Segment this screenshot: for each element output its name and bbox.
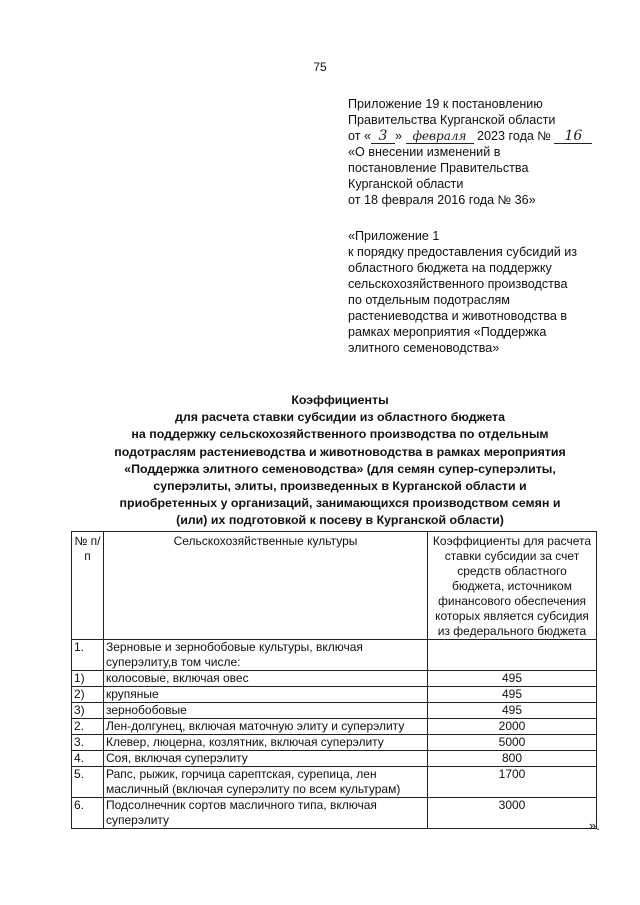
table-row — [72, 703, 597, 719]
appendix-header-line: «О внесении изменений в — [348, 145, 501, 159]
table-row — [72, 671, 597, 687]
row-crop: Зерновые и зернобобовые культуры, включая суперэлиту,в том числе: — [104, 640, 428, 671]
table-row — [72, 767, 597, 798]
row-coefficient: 2000 — [428, 719, 597, 735]
appendix-sub-line: по отдельным подотраслям — [348, 293, 510, 307]
title-line: для расчета ставки субсидии из областного бюджета — [175, 410, 505, 425]
row-crop: колосовые, включая овес — [104, 671, 428, 687]
table-header-row — [72, 532, 597, 640]
date-year: 2023 года № — [477, 129, 551, 143]
appendix-sub-line: к порядку предоставления субсидий из — [348, 245, 578, 259]
title-line: (или) их подготовкой к посеву в Курганской области) — [176, 513, 504, 528]
appendix-header-line: Правительства Курганской области — [348, 113, 556, 127]
row-num: 5. — [72, 767, 104, 798]
appendix-header — [348, 96, 610, 208]
row-coefficient: 5000 — [428, 735, 597, 751]
date-prefix: от « — [348, 129, 371, 143]
title-line: суперэлиты, элиты, произведенных в Курганской области и — [153, 479, 527, 494]
row-num: 2. — [72, 719, 104, 735]
row-crop: Клевер, люцерна, козлятник, включая суперэлиту — [104, 735, 428, 751]
header-num: № п/п — [72, 532, 104, 640]
row-coefficient: 3000 — [428, 798, 597, 829]
appendix-header-line: Приложение 19 к постановлению — [348, 97, 543, 111]
closing-quote-mark: ». — [589, 818, 600, 833]
appendix-sub-line: растениеводства и животноводства в — [348, 309, 568, 323]
row-crop: крупяные — [104, 687, 428, 703]
row-crop: Соя, включая суперэлиту — [104, 751, 428, 767]
appendix-sub-line: областного бюджета на поддержку — [348, 261, 552, 275]
table-row — [72, 640, 597, 671]
appendix-sub-line: сельскохозяйственного производства — [348, 277, 568, 291]
table-row — [72, 798, 597, 829]
title-line: Коэффициенты — [291, 393, 389, 407]
row-num: 1) — [72, 671, 104, 687]
resolution-date-line — [348, 128, 610, 144]
row-coefficient: 495 — [428, 687, 597, 703]
appendix-sub — [348, 228, 610, 356]
date-mid: » — [395, 129, 403, 143]
row-num: 3. — [72, 735, 104, 751]
page-number: 75 — [313, 60, 327, 74]
coefficients-table — [71, 531, 597, 829]
appendix-header-line: постановление Правительства — [348, 161, 529, 175]
row-coefficient: 495 — [428, 671, 597, 687]
row-coefficient — [428, 640, 597, 671]
title-line: подотраслям растениеводства и животноводства в рамках мероприятия — [114, 444, 566, 459]
header-crop: Сельскохозяйственные культуры — [104, 532, 428, 640]
row-num: 4. — [72, 751, 104, 767]
table-row — [72, 751, 597, 767]
row-crop: Лен-долгунец, включая маточную элиту и суперэлиту — [104, 719, 428, 735]
handwritten-doc-number: 16 — [554, 130, 592, 144]
title-line: «Поддержка элитного семеноводства» (для семян супер-суперэлиты, — [124, 461, 556, 476]
row-crop: Рапс, рыжик, горчица сарептская, сурепица, лен масличный (включая суперэлиту по всем культурам) — [104, 767, 428, 798]
title-line: на поддержку сельскохозяйственного производства по отдельным — [131, 427, 549, 442]
appendix-header-line: Курганской области — [348, 177, 464, 191]
row-coefficient: 495 — [428, 703, 597, 719]
appendix-sub-line: элитного семеноводства» — [348, 341, 500, 355]
row-coefficient: 800 — [428, 751, 597, 767]
title-line: приобретенных у организаций, занимающихся производством семян и — [119, 496, 561, 511]
table-row — [72, 687, 597, 703]
handwritten-day: 3 — [371, 130, 395, 144]
handwritten-month: февраля — [406, 130, 474, 144]
row-coefficient: 1700 — [428, 767, 597, 798]
appendix-header-line: от 18 февраля 2016 года № 36» — [348, 193, 536, 207]
appendix-sub-line: рамках мероприятия «Поддержка — [348, 325, 547, 339]
table-row — [72, 719, 597, 735]
row-num: 1. — [72, 640, 104, 671]
document-title — [60, 392, 620, 530]
row-num: 3) — [72, 703, 104, 719]
table-row — [72, 735, 597, 751]
row-crop: Подсолнечник сортов масличного типа, включая суперэлиту — [104, 798, 428, 829]
row-num: 6. — [72, 798, 104, 829]
header-coefficient: Коэффициенты для расчета ставки субсидии за счет средств областного бюджета, источником финансового обеспечения которых является субсидия из федерального бюджета — [428, 532, 597, 640]
row-crop: зернобобовые — [104, 703, 428, 719]
appendix-sub-line: «Приложение 1 — [348, 229, 440, 243]
row-num: 2) — [72, 687, 104, 703]
